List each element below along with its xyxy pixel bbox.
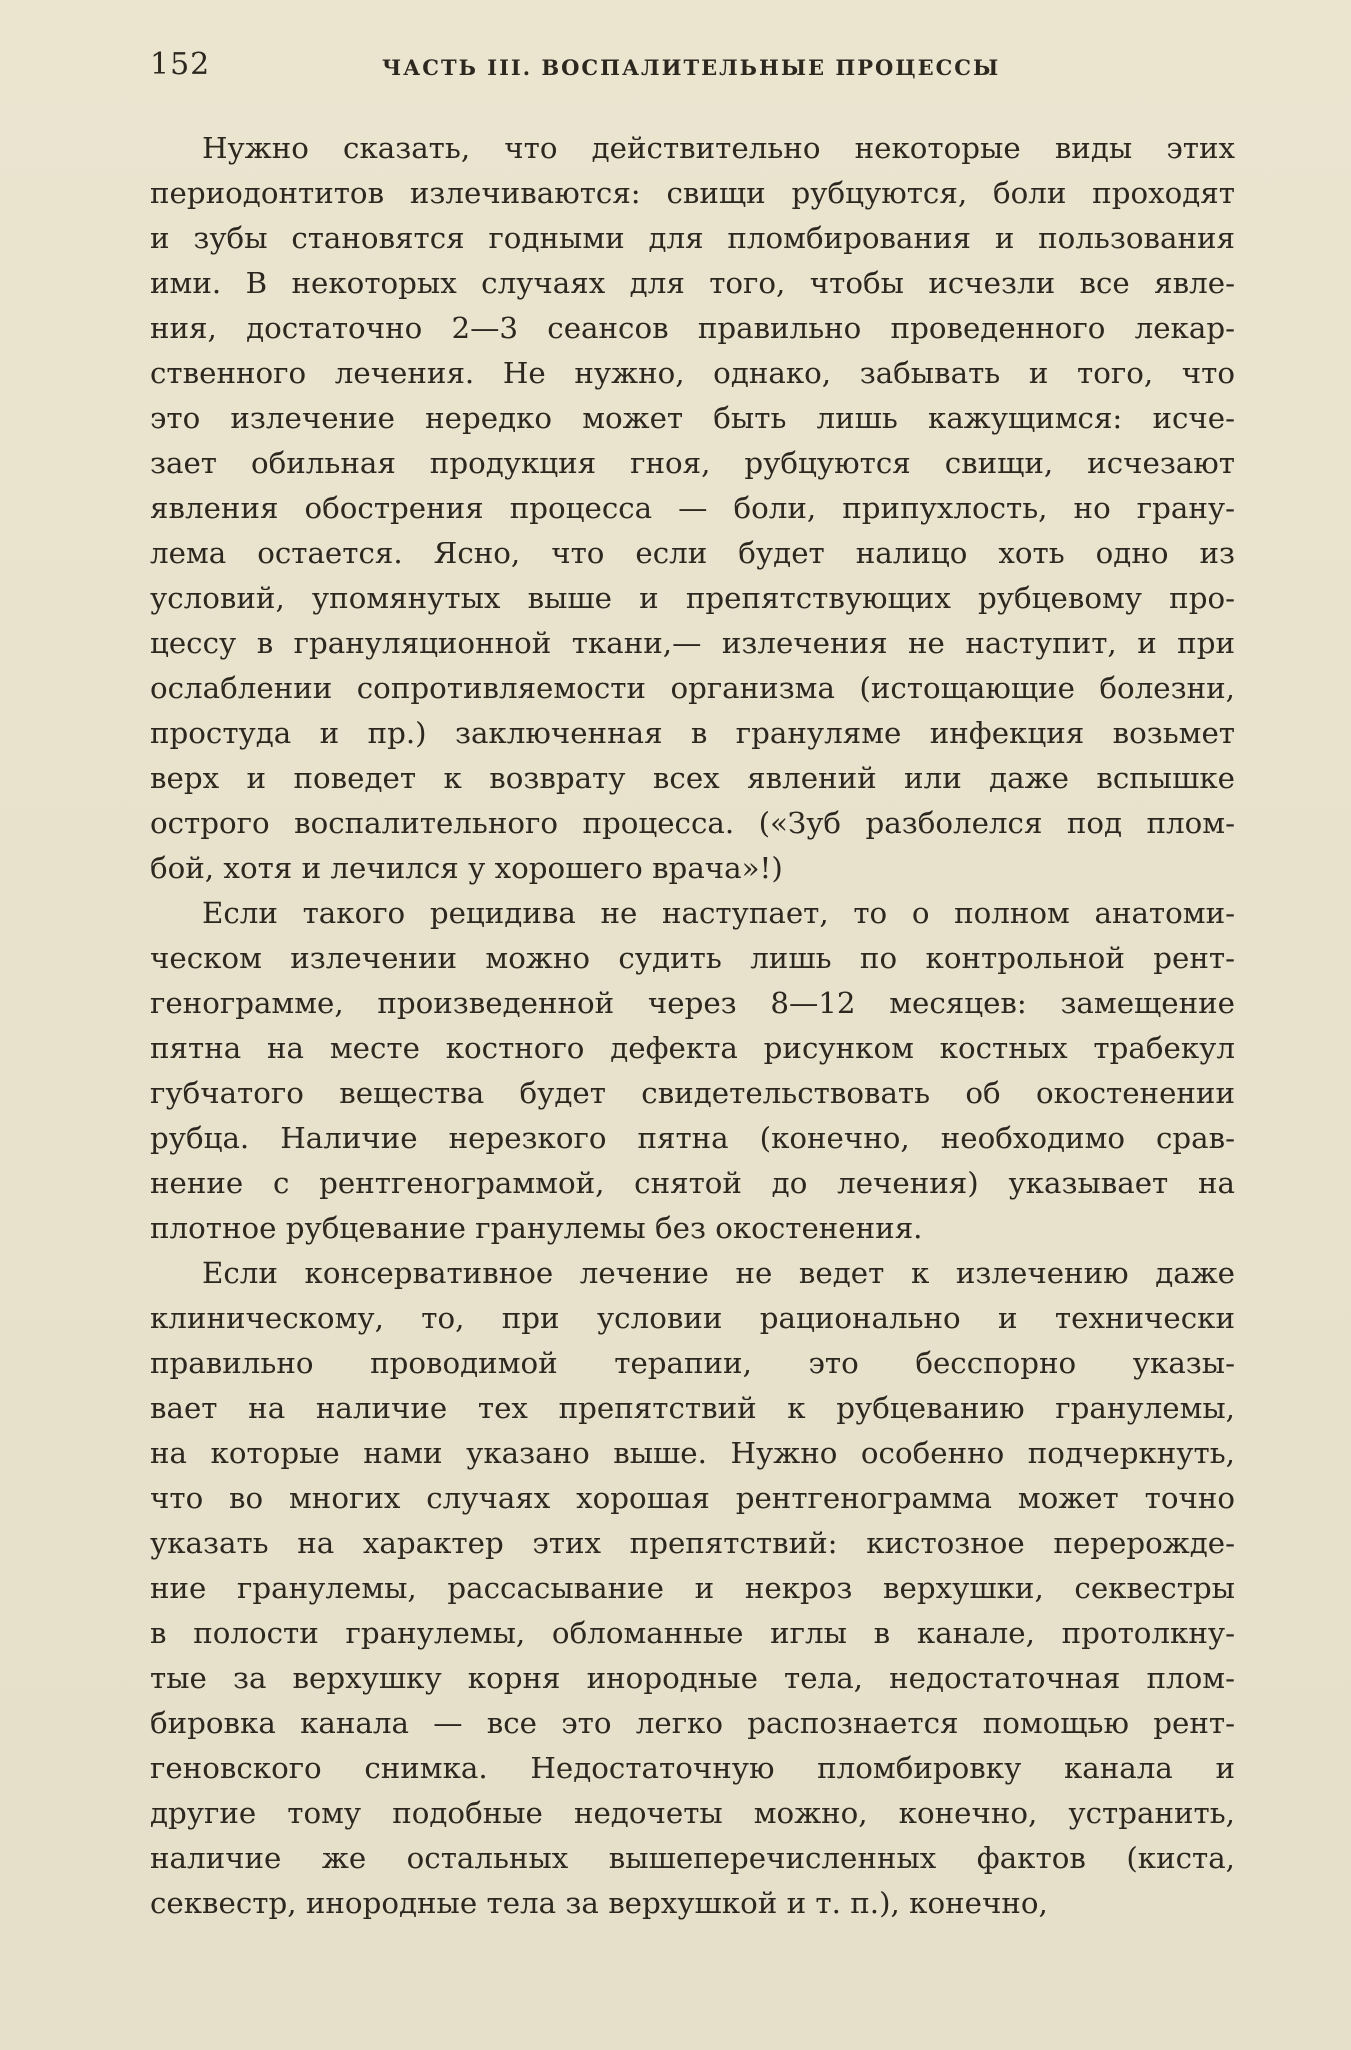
text-line: пятна на месте костного дефекта рисунком костных трабекул <box>150 1031 1235 1065</box>
text-line: тые за верхушку корня инородные тела, недостаточная плом- <box>150 1661 1235 1695</box>
text-line: бировка канала — все это легко распознается помощью рент- <box>150 1706 1235 1740</box>
paragraph <box>150 126 1235 891</box>
running-head <box>150 45 1235 85</box>
text-line: геновского снимка. Недостаточную пломбировку канала и <box>150 1751 1235 1785</box>
page-number: 152 <box>150 47 211 82</box>
text-line: нение с рентгенограммой, снятой до лечения) указывает на <box>150 1166 1235 1200</box>
text-line: острого воспалительного процесса. («Зуб разболелся под плом- <box>150 806 1235 840</box>
text-line: вает на наличие тех препятствий к рубцеванию гранулемы, <box>150 1391 1235 1425</box>
text-line: плотное рубцевание гранулемы без окостенения. <box>150 1211 923 1245</box>
paragraph <box>150 1251 1235 1926</box>
text-line: это излечение нередко может быть лишь кажущимся: исче- <box>150 401 1235 435</box>
text-line: периодонтитов излечиваются: свищи рубцуются, боли проходят <box>150 176 1235 210</box>
text-line: Если такого рецидива не наступает, то о полном анатоми- <box>202 896 1235 930</box>
text-line: и зубы становятся годными для пломбирования и пользования <box>150 221 1235 255</box>
text-line: губчатого вещества будет свидетельствовать об окостенении <box>150 1076 1235 1110</box>
paragraph <box>150 891 1235 1251</box>
text-line: ственного лечения. Не нужно, однако, забывать и того, что <box>150 356 1235 390</box>
text-line: ния, достаточно 2—3 сеансов правильно проведенного лекар- <box>150 311 1235 345</box>
text-line: Если консервативное лечение не ведет к излечению даже <box>202 1256 1235 1290</box>
text-line: наличие же остальных вышеперечисленных фактов (киста, <box>150 1841 1235 1875</box>
text-line: зает обильная продукция гноя, рубцуются свищи, исчезают <box>150 446 1235 480</box>
text-line: Нужно сказать, что действительно некоторые виды этих <box>202 131 1235 165</box>
running-title: ЧАСТЬ III. ВОСПАЛИТЕЛЬНЫЕ ПРОЦЕССЫ <box>382 55 1001 80</box>
text-line: ческом излечении можно судить лишь по контрольной рент- <box>150 941 1235 975</box>
text-line: явления обострения процесса — боли, припухлость, но грану- <box>150 491 1235 525</box>
text-line: на которые нами указано выше. Нужно особенно подчеркнуть, <box>150 1436 1235 1470</box>
text-line: верх и поведет к возврату всех явлений или даже вспышке <box>150 761 1235 795</box>
text-line: ими. В некоторых случаях для того, чтобы исчезли все явле- <box>150 266 1235 300</box>
text-line: в полости гранулемы, обломанные иглы в канале, протолкну- <box>150 1616 1235 1650</box>
text-line: правильно проводимой терапии, это бесспорно указы- <box>150 1346 1235 1380</box>
text-line: что во многих случаях хорошая рентгенограмма может точно <box>150 1481 1235 1515</box>
text-line: ние гранулемы, рассасывание и некроз верхушки, секвестры <box>150 1571 1235 1605</box>
text-line: простуда и пр.) заключенная в грануляме инфекция возьмет <box>150 716 1235 750</box>
text-line: условий, упомянутых выше и препятствующих рубцевому про- <box>150 581 1235 615</box>
text-line: клиническому, то, при условии рационально и технически <box>150 1301 1235 1335</box>
text-line: ослаблении сопротивляемости организма (истощающие болезни, <box>150 671 1235 705</box>
text-line: другие тому подобные недочеты можно, конечно, устранить, <box>150 1796 1235 1830</box>
text-line: секвестр, инородные тела за верхушкой и т. п.), конечно, <box>150 1886 1048 1920</box>
text-line: цессу в грануляционной ткани,— излечения не наступит, и при <box>150 626 1235 660</box>
text-line: бой, хотя и лечился у хорошего врача»!) <box>150 851 783 885</box>
text-line: генограмме, произведенной через 8—12 месяцев: замещение <box>150 986 1235 1020</box>
text-line: рубца. Наличие нерезкого пятна (конечно, необходимо срав- <box>150 1121 1235 1155</box>
body-text <box>150 126 1235 1926</box>
text-line: лема остается. Ясно, что если будет налицо хоть одно из <box>150 536 1235 570</box>
text-line: указать на характер этих препятствий: кистозное перерожде- <box>150 1526 1235 1560</box>
